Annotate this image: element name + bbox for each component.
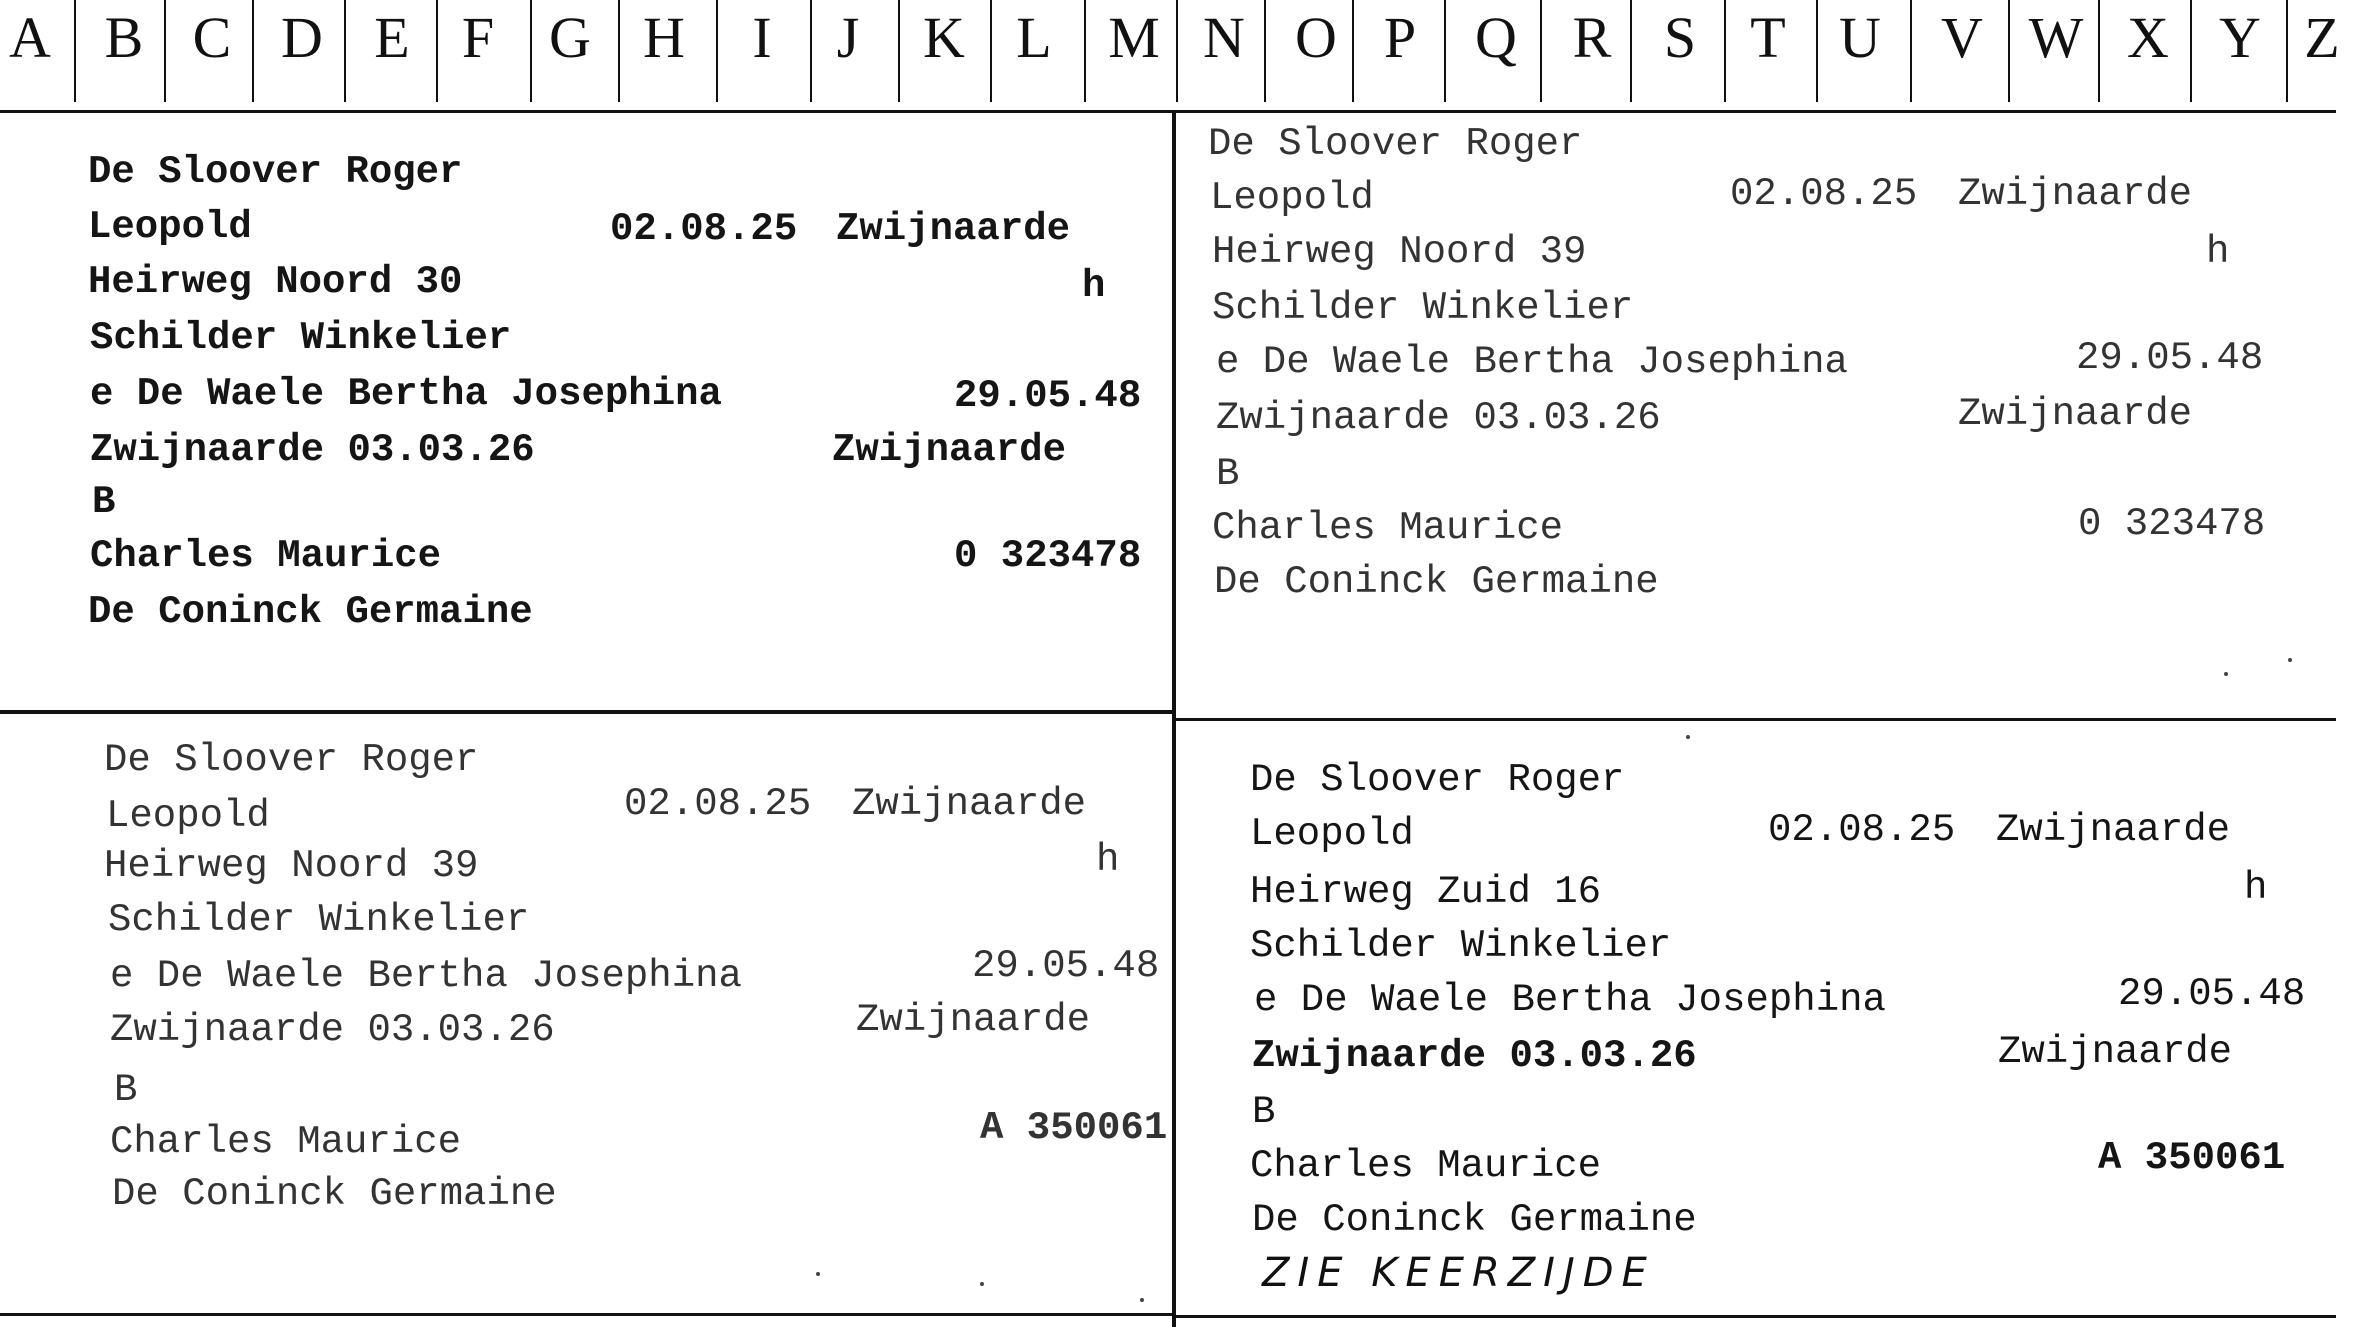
card-code: h xyxy=(2206,230,2230,274)
index-divider xyxy=(252,0,254,102)
card-marriage-date: 29.05.48 xyxy=(972,944,1160,988)
alphabet-index-strip xyxy=(0,0,2340,112)
scan-speck xyxy=(980,1282,984,1286)
scan-speck xyxy=(2288,658,2292,662)
horizontal-divider-left xyxy=(0,710,1172,714)
index-letter: Z xyxy=(2304,5,2340,70)
card-b-mark: B xyxy=(1216,452,1240,496)
card-marriage-place: Zwijnaarde xyxy=(856,998,1091,1042)
index-divider xyxy=(530,0,532,102)
card-b-mark: B xyxy=(114,1068,138,1112)
index-letter: E xyxy=(374,5,410,70)
card-spouse: e De Waele Bertha Josephina xyxy=(90,372,722,416)
index-divider xyxy=(1084,0,1086,102)
index-letter: R xyxy=(1572,5,1612,70)
card-birth-date: 02.08.25 xyxy=(610,207,798,251)
card-occupation: Schilder Winkelier xyxy=(90,316,512,360)
index-letter: K xyxy=(923,5,965,70)
index-letter: B xyxy=(104,5,144,70)
card-occupation: Schilder Winkelier xyxy=(108,898,530,942)
index-letter: T xyxy=(1750,5,1786,70)
card-first-names: Leopold xyxy=(106,794,270,838)
card-address: Heirweg Zuid 16 xyxy=(1250,870,1602,914)
card-spouse-birth: Zwijnaarde 03.03.26 xyxy=(110,1008,555,1052)
card-number: A 350061 xyxy=(2098,1136,2286,1180)
card-spouse-birth: Zwijnaarde 03.03.26 xyxy=(90,428,535,472)
index-letter: F xyxy=(461,5,495,70)
card-marriage-place: Zwijnaarde xyxy=(832,428,1067,472)
index-letter: Y xyxy=(2219,5,2261,70)
index-divider xyxy=(74,0,76,102)
card-mother: De Coninck Germaine xyxy=(88,590,533,634)
index-letter: W xyxy=(2028,5,2084,70)
index-divider xyxy=(716,0,718,102)
card-father: Charles Maurice xyxy=(90,534,442,578)
index-letter: O xyxy=(1295,5,1337,70)
index-letter: N xyxy=(1203,5,1245,70)
card-name: De Sloover Roger xyxy=(1250,758,1625,802)
scan-speck xyxy=(1140,1298,1144,1302)
card-birth-place: Zwijnaarde xyxy=(1958,172,2193,216)
index-divider xyxy=(2008,0,2010,102)
index-letter: G xyxy=(549,5,591,70)
card-occupation: Schilder Winkelier xyxy=(1250,924,1672,968)
index-divider xyxy=(2098,0,2100,102)
index-letter: P xyxy=(1383,5,1417,70)
index-divider xyxy=(898,0,900,102)
card-mother: De Coninck Germaine xyxy=(1252,1198,1697,1242)
card-birth-place: Zwijnaarde xyxy=(852,782,1087,826)
card-first-names: Leopold xyxy=(88,205,252,249)
card-father: Charles Maurice xyxy=(110,1120,462,1164)
card-first-names: Leopold xyxy=(1250,812,1414,856)
index-divider xyxy=(1444,0,1446,102)
index-divider xyxy=(1540,0,1542,102)
card-spouse-birth: Zwijnaarde 03.03.26 xyxy=(1216,396,1661,440)
index-letter: V xyxy=(1941,5,1983,70)
index-divider xyxy=(1816,0,1818,102)
card-name: De Sloover Roger xyxy=(88,150,463,194)
bottom-edge-right xyxy=(1176,1315,2336,1318)
card-marriage-place: Zwijnaarde xyxy=(1998,1030,2233,1074)
card-mother: De Coninck Germaine xyxy=(112,1172,557,1216)
index-divider xyxy=(618,0,620,102)
index-divider xyxy=(1264,0,1266,102)
index-letter: S xyxy=(1663,5,1697,70)
index-letter: U xyxy=(1839,5,1881,70)
card-mother: De Coninck Germaine xyxy=(1214,560,1659,604)
card-code: h xyxy=(2244,866,2268,910)
index-divider xyxy=(1352,0,1354,102)
card-birth-date: 02.08.25 xyxy=(1768,808,1956,852)
card-code: h xyxy=(1096,838,1120,882)
card-address: Heirweg Noord 39 xyxy=(104,844,479,888)
scan-speck xyxy=(1686,735,1690,739)
index-letter: I xyxy=(752,5,772,70)
scan-speck xyxy=(816,1272,820,1276)
card-b-mark: B xyxy=(92,480,116,524)
index-letter: H xyxy=(643,5,685,70)
card-name: De Sloover Roger xyxy=(1208,122,1583,166)
card-spouse-birth: Zwijnaarde 03.03.26 xyxy=(1252,1034,1697,1078)
scan-speck xyxy=(2224,672,2228,676)
card-number: 0 323478 xyxy=(2078,502,2266,546)
card-marriage-date: 29.05.48 xyxy=(2118,972,2306,1016)
card-marriage-place: Zwijnaarde xyxy=(1958,392,2193,436)
card-spouse: e De Waele Bertha Josephina xyxy=(110,954,742,998)
index-divider xyxy=(436,0,438,102)
card-birth-date: 02.08.25 xyxy=(1730,172,1918,216)
index-divider xyxy=(344,0,346,102)
index-divider xyxy=(2190,0,2192,102)
index-letter: A xyxy=(9,5,51,70)
index-divider xyxy=(1630,0,1632,102)
card-number: A 350061 xyxy=(980,1106,1168,1150)
index-letter: C xyxy=(192,5,232,70)
index-letter: J xyxy=(836,5,860,70)
handwritten-note: ZIE KEERZIJDE xyxy=(1262,1250,1655,1296)
index-divider xyxy=(1724,0,1726,102)
card-birth-place: Zwijnaarde xyxy=(1996,808,2231,852)
card-name: De Sloover Roger xyxy=(104,738,479,782)
index-divider xyxy=(1910,0,1912,102)
horizontal-divider-right xyxy=(1176,718,2336,721)
bottom-edge-left xyxy=(0,1313,1172,1316)
index-letter: D xyxy=(281,5,323,70)
card-marriage-date: 29.05.48 xyxy=(954,374,1142,418)
index-divider xyxy=(810,0,812,102)
card-code: h xyxy=(1082,264,1106,308)
card-number: 0 323478 xyxy=(954,534,1142,578)
index-letter: M xyxy=(1108,5,1160,70)
card-father: Charles Maurice xyxy=(1212,506,1564,550)
card-first-names: Leopold xyxy=(1210,176,1374,220)
card-occupation: Schilder Winkelier xyxy=(1212,286,1634,330)
card-father: Charles Maurice xyxy=(1250,1144,1602,1188)
index-divider xyxy=(1176,0,1178,102)
index-divider xyxy=(164,0,166,102)
card-spouse: e De Waele Bertha Josephina xyxy=(1216,340,1848,384)
index-divider xyxy=(990,0,992,102)
index-baseline xyxy=(0,110,2336,113)
card-address: Heirweg Noord 30 xyxy=(88,260,463,304)
index-letter: X xyxy=(2127,5,2169,70)
card-birth-date: 02.08.25 xyxy=(624,782,812,826)
index-letter: Q xyxy=(1475,5,1517,70)
card-address: Heirweg Noord 39 xyxy=(1212,230,1587,274)
card-b-mark: B xyxy=(1252,1090,1276,1134)
card-marriage-date: 29.05.48 xyxy=(2076,336,2264,380)
index-divider xyxy=(2286,0,2288,102)
index-letter: L xyxy=(1016,5,1052,70)
card-spouse: e De Waele Bertha Josephina xyxy=(1254,978,1886,1022)
card-birth-place: Zwijnaarde xyxy=(836,207,1071,251)
